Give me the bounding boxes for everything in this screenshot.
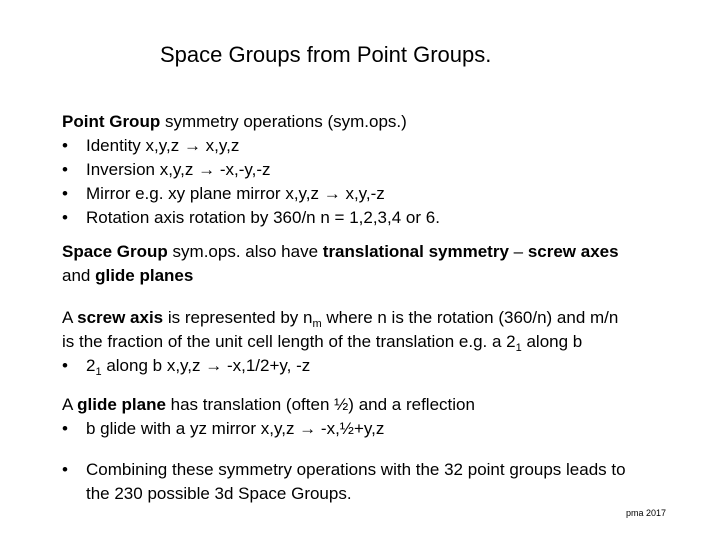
list-item bbox=[62, 206, 440, 230]
space-group-line-2 bbox=[62, 264, 619, 288]
screw-text: is the fraction of the unit cell length of the translation e.g. a 2 bbox=[62, 332, 516, 351]
subscript: m bbox=[312, 318, 322, 330]
glide-line-1 bbox=[62, 393, 475, 417]
bullet-marker: • bbox=[62, 208, 68, 227]
list-item bbox=[62, 458, 626, 482]
point-group-section bbox=[62, 110, 440, 230]
space-group-text: sym.ops. also have bbox=[167, 242, 323, 261]
list-item bbox=[62, 134, 440, 158]
space-group-section bbox=[62, 240, 619, 288]
bullet-marker: • bbox=[62, 419, 68, 438]
subscript: 1 bbox=[95, 366, 102, 378]
list-item bbox=[62, 354, 618, 378]
list-item-text: Identity x,y,z → x,y,z bbox=[86, 136, 240, 155]
glide-text: A bbox=[62, 395, 78, 414]
screw-line-2 bbox=[62, 330, 618, 354]
bullet-marker: • bbox=[62, 136, 68, 155]
list-item-text: Mirror e.g. xy plane mirror x,y,z → x,y,-z bbox=[86, 184, 385, 203]
list-item bbox=[62, 417, 475, 441]
glide-plane-section bbox=[62, 393, 475, 441]
screw-text: where n is the rotation (360/n) and m/n bbox=[321, 308, 619, 327]
list-item bbox=[62, 158, 440, 182]
list-item-text: Combining these symmetry operations with the 32 point groups leads to bbox=[86, 460, 626, 479]
and-text: and bbox=[62, 266, 96, 285]
list-item bbox=[62, 182, 440, 206]
bullet-marker: • bbox=[62, 184, 68, 203]
footer-credit: pma 2017 bbox=[626, 508, 667, 518]
screw-text: A bbox=[62, 308, 78, 327]
translational-symmetry-term: translational symmetry bbox=[322, 242, 509, 261]
list-item-text: along b x,y,z → -x,1/2+y, -z bbox=[101, 356, 311, 375]
list-item-text: 2 bbox=[86, 356, 96, 375]
screw-line-1 bbox=[62, 306, 618, 330]
screw-text: is represented by n bbox=[163, 308, 313, 327]
screw-axis-term: screw axis bbox=[77, 308, 164, 327]
space-group-term: Space Group bbox=[62, 242, 168, 261]
list-item-continuation: the 230 possible 3d Space Groups. bbox=[86, 484, 352, 503]
screw-axis-section bbox=[62, 306, 618, 378]
screw-text: along b bbox=[521, 332, 583, 351]
list-item-text: Rotation axis rotation by 360/n n = 1,2,3,4 or 6. bbox=[86, 208, 440, 227]
combine-section bbox=[62, 458, 626, 506]
bullet-marker: • bbox=[62, 356, 68, 375]
screw-axes-term: screw axes bbox=[527, 242, 619, 261]
list-item-text: b glide with a yz mirror x,y,z → -x,½+y,z bbox=[86, 419, 385, 438]
subscript: 1 bbox=[515, 342, 522, 354]
list-item-text: Inversion x,y,z → -x,-y,-z bbox=[86, 160, 271, 179]
point-group-term: Point Group bbox=[62, 112, 161, 131]
bullet-marker: • bbox=[62, 460, 68, 479]
slide-title: Space Groups from Point Groups. bbox=[160, 42, 492, 67]
point-group-intro bbox=[62, 110, 440, 134]
space-group-line-1 bbox=[62, 240, 619, 264]
point-group-intro-text: symmetry operations (sym.ops.) bbox=[160, 112, 407, 131]
glide-plane-term: glide plane bbox=[77, 395, 166, 414]
dash-text: – bbox=[508, 242, 528, 261]
bullet-marker: • bbox=[62, 160, 68, 179]
glide-text: has translation (often ½) and a reflection bbox=[165, 395, 475, 414]
glide-planes-term: glide planes bbox=[95, 266, 194, 285]
